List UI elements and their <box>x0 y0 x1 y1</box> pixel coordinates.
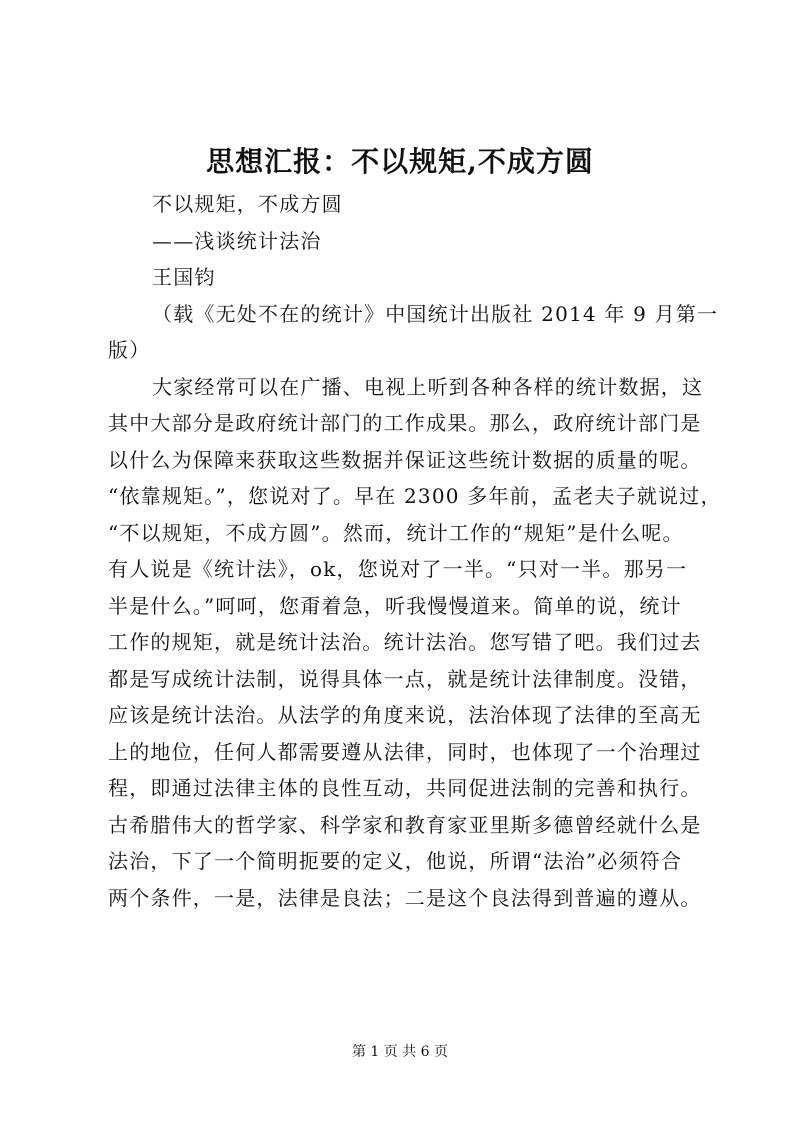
page-number: 第 1 页 共 6 页 <box>351 1044 449 1060</box>
paragraph-line: 其中大部分是政府统计部门的工作成果。那么，政府统计部门是 <box>108 411 702 435</box>
paragraph-line: 两个条件，一是，法律是良法；二是这个良法得到普遍的遵从。 <box>108 885 702 910</box>
paragraph-line: 大家经常可以在广播、电视上听到各种各样的统计数据，这 <box>152 374 704 399</box>
source-line: （载《无处不在的统计》中国统计出版社 2014 年 9 月第一 <box>152 301 719 326</box>
author-line: 王国钧 <box>152 265 216 289</box>
source-line: 版） <box>108 338 151 362</box>
paragraph-line: 程，即通过法律主体的良性互动，共同促进法制的完善和执行。 <box>108 776 702 800</box>
paragraph-line: “不以规矩，不成方圆”。然而，统计工作的“规矩”是什么呢。 <box>108 520 684 545</box>
document-body <box>108 186 722 916</box>
paragraph-line: 古希腊伟大的哲学家、科学家和教育家亚里斯多德曾经就什么是 <box>108 812 702 837</box>
paragraph-line: 有人说是《统计法》，ok，您说对了一半。“只对一半。那另一 <box>108 557 688 581</box>
paragraph-line: 半是什么。”呵呵，您甭着急，听我慢慢道来。简单的说，统计 <box>108 593 682 618</box>
paragraph-line: 上的地位，任何人都需要遵从法律，同时，也体现了一个治理过 <box>108 739 702 764</box>
subtitle-line: 不以规矩，不成方圆 <box>152 192 343 216</box>
paragraph-line: 工作的规矩，就是统计法治。统计法治。您写错了吧。我们过去 <box>108 630 702 654</box>
paragraph-line: “依靠规矩。”，您说对了。早在 2300 多年前，孟老夫子就说过， <box>108 484 722 508</box>
subtitle-line: ——浅谈统计法治 <box>152 228 322 253</box>
paragraph-line: 应该是统计法治。从法学的角度来说，法治体现了法律的至高无 <box>108 703 702 727</box>
page-title: 思想汇报：不以规矩,不成方圆 <box>206 145 594 178</box>
paragraph-line: 都是写成统计法制，说得具体一点，就是统计法律制度。没错， <box>108 666 702 691</box>
paragraph-line: 以什么为保障来获取这些数据并保证这些统计数据的质量的呢。 <box>108 447 702 472</box>
paragraph-line: 法治，下了一个简明扼要的定义，他说，所谓“法治”必须符合 <box>108 849 683 873</box>
